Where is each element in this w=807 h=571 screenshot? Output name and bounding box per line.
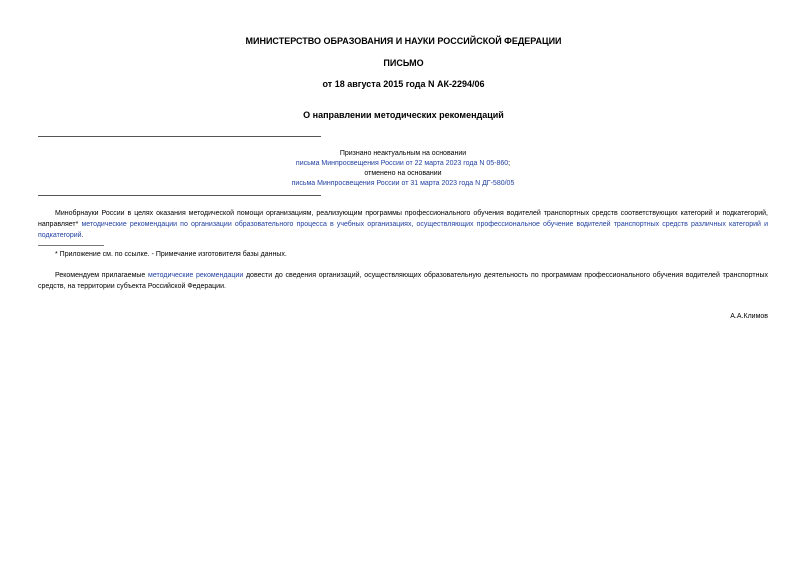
status-line-1: Признано неактуальным на основании [339,150,467,157]
paragraph-2-end: довести до сведения организаций, осуществляющих образовательную деятельность по программам профессионального обучения водителей транспортных средств, на территории субъекта Российской Федерации. [38,272,768,290]
paragraph-1 [38,208,768,241]
status-block [38,149,768,189]
status-line-4 [38,179,768,189]
status-link-1-suffix: ; [508,160,511,167]
status-link-1[interactable]: письма Минпросвещения России от 22 марта 2023 года N 05-860 [295,160,509,167]
recommendations-link[interactable]: методические рекомендации по организации образовательного процесса в учебных организациях, осуществляющих профессиональное обучение водителей транспортных средств различных категорий и подкатегорий [38,221,768,239]
paragraph-1-text: Минобрнауки России в целях оказания методической помощи организациям, реализующим программы профессионального обучения водителей транспортных средств соответствующих категорий и подкатегорий, направляет* [38,210,768,228]
document-date-number: от 18 августа 2015 года N АК-2294/06 [322,79,485,89]
recommendations-link-2[interactable]: методические рекомендации [148,272,244,279]
paragraph-2 [38,270,768,292]
separator-top [38,136,321,137]
status-link-2[interactable]: письма Минпросвещения России от 31 марта 2023 года N ДГ-580/05 [291,180,515,187]
signature: А.А.Климов [730,313,768,320]
separator-bottom [38,195,321,196]
paragraph-2-start: Рекомендуем прилагаемые [55,272,149,279]
document-subject: О направлении методических рекомендаций [303,110,504,120]
status-line-2 [38,159,768,169]
document-type: ПИСЬМО [383,58,424,68]
status-line-3: отменено на основании [364,170,442,177]
footnote-separator [38,245,104,246]
footnote: * Приложение см. по ссылке. - Примечание изготовителя базы данных. [55,251,287,258]
ministry-title: МИНИСТЕРСТВО ОБРАЗОВАНИЯ И НАУКИ РОССИЙСКОЙ ФЕДЕРАЦИИ [245,36,562,46]
paragraph-1-end: . [81,232,84,239]
